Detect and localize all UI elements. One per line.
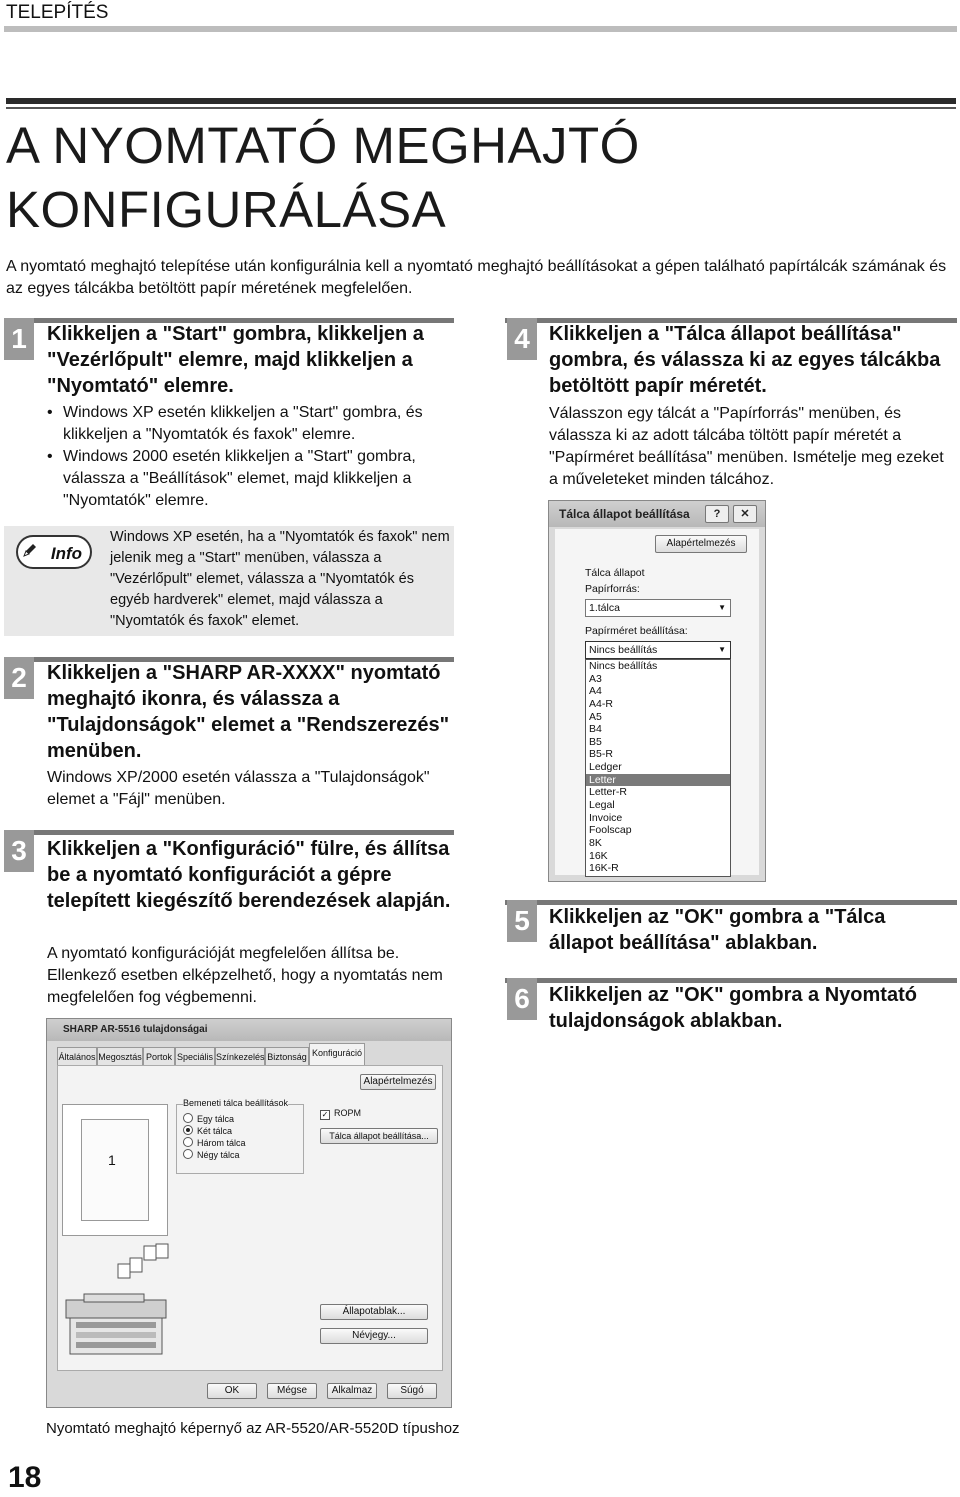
dialog-title: Tálca állapot beállítása <box>559 507 690 521</box>
paper-size-select[interactable] <box>585 641 731 659</box>
paper-source-select[interactable] <box>585 599 731 617</box>
dropdown-option[interactable]: 16K <box>589 849 608 862</box>
help-icon[interactable]: ? <box>705 505 729 523</box>
step-3-number: 3 <box>4 830 34 872</box>
radio-one-tray[interactable] <box>183 1113 234 1124</box>
step-2-title: Klikkeljen a "SHARP AR-XXXX" nyomtató meghajtó ikonra, és válassza a "Tulajdonságok" elemet a "Rendszerezés" menüben. <box>47 662 450 762</box>
paper-source-label: Papírforrás: <box>585 583 640 595</box>
dropdown-option[interactable]: B4 <box>589 723 602 736</box>
radio-icon[interactable] <box>183 1137 193 1147</box>
page-title-line-2: KONFIGURÁLÁSA <box>6 181 447 238</box>
step-3-body: A nyomtató konfigurációját megfelelően állítsa be. Ellenkező esetben elképzelhető, hogy a nyomtatás nem megfelelően fog végbemenni. <box>47 945 443 1006</box>
figure-caption: Nyomtató meghajtó képernyő az AR-5520/AR-5520D típushoz <box>46 1420 460 1437</box>
dropdown-option[interactable]: B5 <box>589 735 602 748</box>
step-4-title: Klikkeljen a "Tálca állapot beállítása" gombra, és válassza ki az egyes tálcákba betöltött papír méretét. <box>549 323 941 397</box>
copier-illustration-icon <box>64 1292 168 1358</box>
step-6-title: Klikkeljen az "OK" gombra a Nyomtató tulajdonságok ablakban. <box>549 984 917 1032</box>
step-1-bullet: • Windows XP esetén klikkeljen a "Start" gombra, és klikkeljen a "Nyomtatók és faxok" elemre. <box>47 402 452 446</box>
dropdown-option[interactable]: Ledger <box>589 761 622 774</box>
step-1-bullets <box>47 402 452 512</box>
input-tray-group-label: Bemeneti tálca beállítások <box>183 1098 289 1108</box>
tray-preview-panel <box>62 1104 168 1236</box>
paper-size-value: Nincs beállítás <box>589 644 658 656</box>
tray-dialog-body <box>555 529 759 875</box>
about-button[interactable]: Névjegy... <box>320 1328 428 1344</box>
dropdown-option[interactable]: Nincs beállítás <box>589 660 658 672</box>
radio-label: Két tálca <box>197 1126 233 1136</box>
tab-configuration[interactable]: Konfiguráció <box>309 1043 365 1066</box>
page-number: 18 <box>8 1461 42 1494</box>
intro-text: A nyomtató meghajtó telepítése után konfigurálnia kell a nyomtató meghajtó beállításokat a gépen található papírtálcák számának és az egyes tálcákba betöltött papír méretének megfelelően. <box>6 258 947 297</box>
tab-general[interactable]: Általános <box>57 1047 97 1065</box>
chevron-down-icon[interactable]: ▼ <box>718 645 726 654</box>
step-1-bullet: • Windows 2000 esetén klikkeljen a "Start" gombra, válassza a "Beállítások" elemet, majd klikkeljen a "Nyomtatók" elemre. <box>47 446 452 512</box>
radio-label: Négy tálca <box>197 1150 240 1160</box>
help-button[interactable]: Súgó <box>387 1383 437 1399</box>
apply-button[interactable]: Alkalmaz <box>327 1383 377 1399</box>
dropdown-option[interactable]: Invoice <box>589 811 623 824</box>
step-5-number: 5 <box>507 900 537 942</box>
step-5-title: Klikkeljen az "OK" gombra a "Tálca állapot beállítása" ablakban. <box>549 906 886 954</box>
pencil-icon <box>22 542 38 558</box>
step-6-number: 6 <box>507 978 537 1020</box>
dropdown-option[interactable]: B5-R <box>589 748 613 761</box>
page-title <box>6 114 640 242</box>
defaults-button[interactable]: Alapértelmezés <box>360 1074 436 1090</box>
radio-icon[interactable] <box>183 1149 193 1159</box>
section-label: TELEPÍTÉS <box>6 2 109 23</box>
dropdown-option[interactable]: Foolscap <box>589 824 632 837</box>
cancel-button[interactable]: Mégse <box>267 1383 317 1399</box>
info-badge: Info <box>16 535 92 569</box>
paper-size-dropdown-list <box>585 659 731 877</box>
step-4-number: 4 <box>507 318 537 360</box>
tray-status-button[interactable]: Tálca állapot beállítása... <box>320 1128 438 1144</box>
rpom-label: ROPM <box>334 1108 361 1118</box>
step-3-title: Klikkeljen a "Konfiguráció" fülre, és állítsa be a nyomtató konfigurációt a gépre telepített kiegészítő berendezések alapján. <box>47 838 451 912</box>
checkbox-checked-icon[interactable]: ✓ <box>321 1110 329 1119</box>
radio-selected-icon[interactable] <box>183 1125 193 1135</box>
tab-sharing[interactable]: Megosztás <box>97 1047 143 1065</box>
tab-advanced[interactable]: Speciális <box>175 1047 215 1065</box>
header-rule <box>4 26 957 32</box>
tray-icons <box>108 1242 178 1282</box>
dialog-title-bar <box>549 501 765 527</box>
step-1-title: Klikkeljen a "Start" gombra, klikkeljen a "Vezérlőpult" elemre, majd klikkeljen a "Nyomtató" elemre. <box>47 323 424 397</box>
dropdown-option-selected[interactable]: Letter <box>586 774 730 787</box>
dropdown-option[interactable]: A4 <box>589 685 602 698</box>
close-icon[interactable]: ✕ <box>733 505 757 523</box>
defaults-button[interactable]: Alapértelmezés <box>655 535 747 553</box>
dropdown-option[interactable]: 8K <box>589 836 602 849</box>
status-window-button[interactable]: Állapotablak... <box>320 1304 428 1320</box>
tab-color-management[interactable]: Színkezelés <box>215 1047 265 1065</box>
tab-security[interactable]: Biztonság <box>265 1047 309 1065</box>
step-3-rule <box>4 830 454 835</box>
dropdown-option[interactable]: A3 <box>589 672 602 685</box>
dropdown-option[interactable]: Legal <box>589 799 615 812</box>
ok-button[interactable]: OK <box>207 1383 257 1399</box>
page-title-line-1: A NYOMTATÓ MEGHAJTÓ <box>6 117 640 174</box>
radio-icon[interactable] <box>183 1113 193 1123</box>
chevron-down-icon[interactable]: ▼ <box>718 603 726 612</box>
printer-properties-dialog <box>46 1018 452 1408</box>
page-preview-number: 1 <box>108 1152 116 1168</box>
tab-ports[interactable]: Portok <box>143 1047 175 1065</box>
rpom-checkbox[interactable] <box>320 1108 361 1120</box>
radio-label: Egy tálca <box>197 1114 235 1124</box>
tray-status-label: Tálca állapot <box>585 567 645 579</box>
radio-two-trays[interactable] <box>183 1125 232 1136</box>
dialog-title-bar <box>47 1019 451 1041</box>
title-rule-thin <box>6 107 956 109</box>
radio-three-trays[interactable] <box>183 1137 246 1148</box>
step-1-number: 1 <box>4 318 34 360</box>
step-2-body: Windows XP/2000 esetén válassza a "Tulajdonságok" elemet a "Fájl" menüben. <box>47 769 430 808</box>
paper-size-label: Papírméret beállítása: <box>585 625 688 637</box>
configuration-panel <box>57 1065 443 1371</box>
tray-status-dialog <box>548 500 766 882</box>
info-text: Windows XP esetén, ha a "Nyomtatók és faxok" nem jelenik meg a "Start" menüben, válassza a "Vezérlőpult" elemet, válassza a "Nyomtatók és egyéb hardverek" elemet, majd válassza a "Nyomtatók és faxok" elemet. <box>110 529 450 629</box>
radio-label: Három tálca <box>197 1138 246 1148</box>
dialog-title: SHARP AR-5516 tulajdonságai <box>63 1024 208 1035</box>
title-rule <box>6 98 956 104</box>
page-preview <box>81 1119 149 1221</box>
paper-source-value: 1.tálca <box>589 602 620 614</box>
radio-four-trays[interactable] <box>183 1149 240 1160</box>
dropdown-option[interactable]: Letter-R <box>589 786 627 799</box>
dropdown-option[interactable]: A4-R <box>589 697 613 710</box>
dropdown-option[interactable]: 16K-R <box>589 862 619 875</box>
step-4-body: Válasszon egy tálcát a "Papírforrás" menüben, és válassza ki az adott tálcába töltött papír méretét a "Papírméret beállítása" menüben. Ismételje meg ezeket a műveleteket minden tálcához. <box>549 405 944 488</box>
input-tray-group <box>176 1098 304 1174</box>
step-2-number: 2 <box>4 657 34 699</box>
dropdown-option[interactable]: A5 <box>589 710 602 723</box>
